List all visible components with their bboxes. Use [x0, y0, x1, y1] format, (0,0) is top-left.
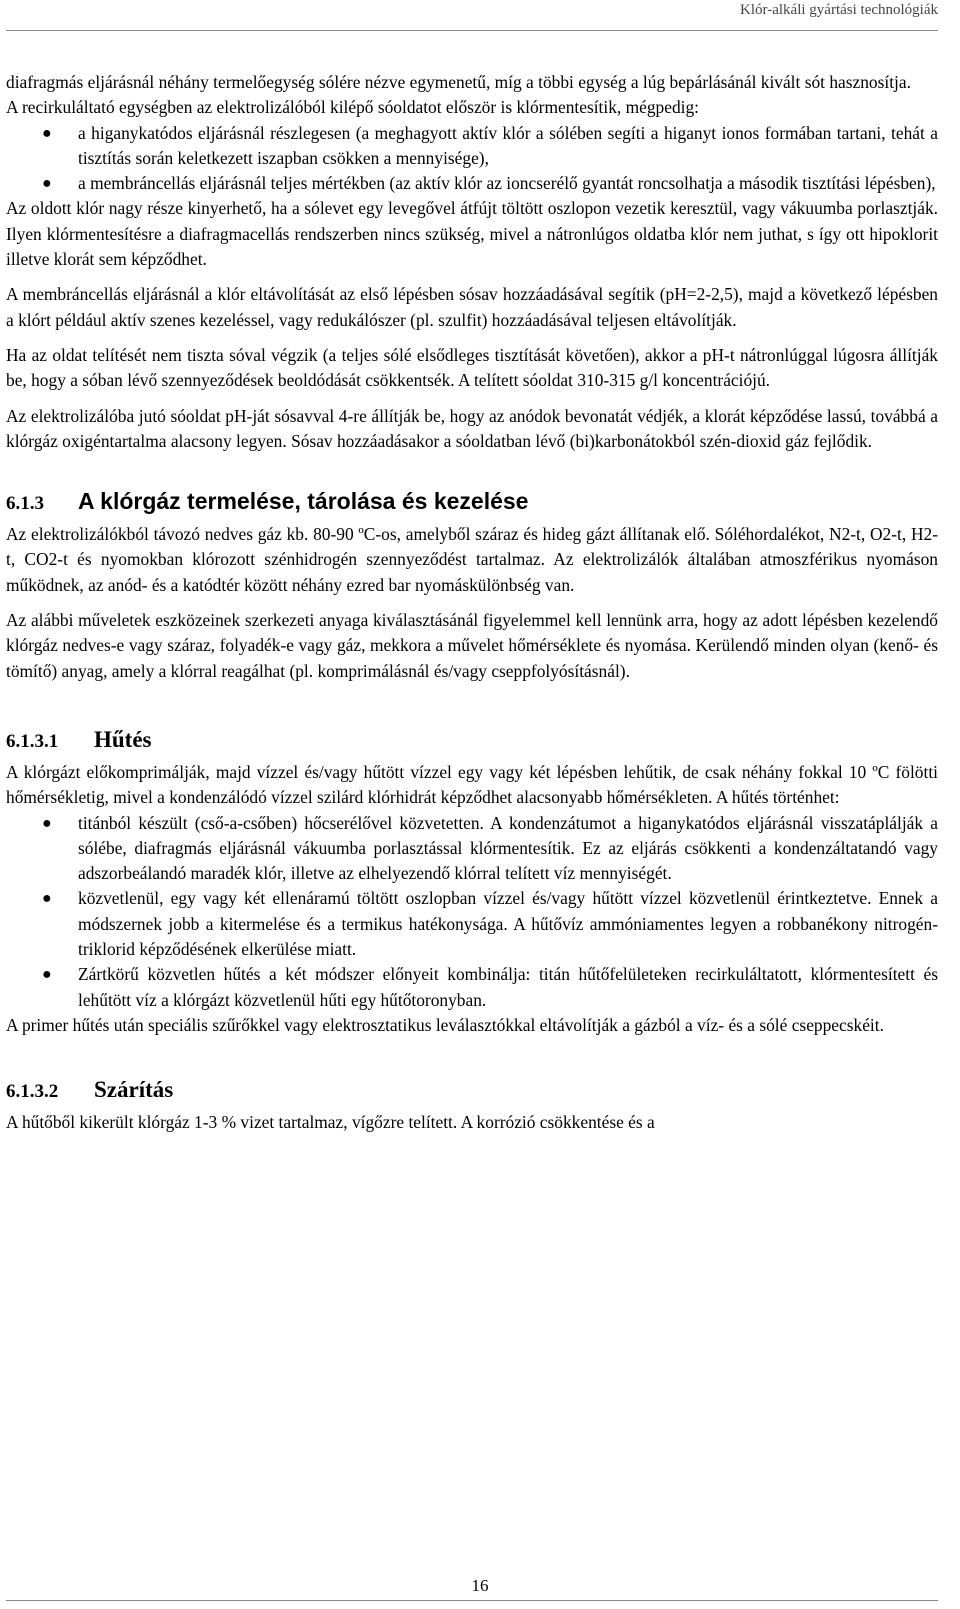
- bullet-icon: ●: [42, 124, 52, 142]
- list-item-text: a higanykatódos eljárásnál részlegesen (a meghagyott aktív klór a sólében segíti a higanyt ionos formában tartani, tehát a tisztítás során keletkezett iszapban csökken a mennyisége),: [78, 122, 938, 168]
- list-item: [6, 811, 938, 887]
- section-heading-6-1-3-2: [6, 1070, 938, 1110]
- section-title: Hűtés: [94, 726, 152, 752]
- section-number: 6.1.3.2: [6, 1081, 59, 1103]
- paragraph-wet-gas: Az elektrolizálókból távozó nedves gáz kb. 80-90 ºC-os, amelyből száraz és hideg gázt állítanak elő. Sóléhordalékot, N2-t, O2-t, H2-t, CO2-t és nyomokban klórozott szénhidrogén szennyeződést tartalmaz. Az elektrolizálók általában atmoszférikus nyomáson működnek, az anód- és a katódtér között néhány ezred bar nyomáskülönbség van.: [6, 524, 938, 595]
- paragraph-cooling: A klórgázt előkomprimálják, majd vízzel és/vagy hűtött vízzel egy vagy két lépésben lehűtik, de csak néhány fokkal 10 ºC fölötti hőmérsékletig, mivel a kondenzálódó vízzel szilárd klórhidrát képződhet alacsonyabb hőmérsékleten. A hűtés történhet:: [6, 761, 938, 808]
- header-rule: [6, 30, 938, 31]
- list-item: [6, 121, 938, 172]
- bullet-list-cooling: [6, 811, 938, 1013]
- list-item-text: titánból készült (cső-a-csőben) hőcserélővel közvetetten. A kondenzátumot a higanykatódos eljárásnál visszatáplálják a sólébe, diafragmás eljárásnál vákuumba porlasztással klórmentesítik. Ez az eljárás csökkenti a kondenzáltatandó vagy adszorbeálandó maradék klór, illetve az elhelyezendő klórral telített víz mennyiségét.: [78, 812, 938, 884]
- paragraph-ph: Az elektrolizálóba jutó sóoldat pH-ját sósavval 4-re állítják be, hogy az anódok bevonatát védjék, a klorát képződése lassú, továbbá a klórgáz oxigéntartalma alacsony legyen. Sósav hozzáadásakor a sóoldatban lévő (bi)karbonátokból szén-dioxid gáz fejlődik.: [6, 405, 938, 451]
- list-item: [6, 886, 938, 962]
- bullet-icon: ●: [42, 175, 52, 193]
- paragraph-dissolved-chlorine: Az oldott klór nagy része kinyerhető, ha a sólevet egy levegővel átfújt töltött oszlopon vezetik keresztül, vagy vákuumba porlasztják. Ilyen klórmentesítésre a diafragmacellás rendszerben nincs szükség, mivel a nátronlúgos oldatba klór nem juthat, s így ott hipoklorit illetve klorát sem képződhet.: [6, 198, 938, 270]
- paragraph-saturation: Ha az oldat telítését nem tiszta sóval végzik (a teljes sólé elsődleges tisztítását követően), akkor a pH-t nátronlúggal lúgosra állítják be, hogy a sóban lévő szennyeződések beoldódását csökkentsék. A telített sóoldat 310-315 g/l koncentrációjú.: [6, 344, 938, 391]
- list-item: [6, 962, 938, 1013]
- section-heading-6-1-3-1: [6, 720, 938, 760]
- list-item-text: a membráncellás eljárásnál teljes mértékben (az aktív klór az ioncserélő gyantát roncsolhatja a második tisztítási lépésben),: [78, 173, 936, 194]
- paragraph-membrane: A membráncellás eljárásnál a klór eltávolítását az első lépésben sósav hozzáadásával segítik (pH=2-2,5), majd a következő lépésben a klórt például aktív szenes kezeléssel, vagy redukálószer (pl. szulfit) hozzáadásával teljesen eltávolítják.: [6, 284, 938, 330]
- footer-rule: [6, 1600, 938, 1601]
- section-number: 6.1.3: [6, 493, 44, 515]
- paragraph-materials: Az alábbi műveletek eszközeinek szerkezeti anyaga kiválasztásánál figyelemmel kell lennünk arra, hogy az adott lépésben kezelendő klórgáz nedves-e vagy száraz, folyadék-e vagy gáz, mekkora a művelet hőmérséklete és nyomása. Kerülendő minden olyan (kenő- és tömítő) anyag, amely a klórral reagálhat (pl. komprimálásnál és/vagy cseppfolyósításnál).: [6, 610, 938, 681]
- section-title: A klórgáz termelése, tárolása és kezelése: [78, 488, 529, 515]
- section-heading-6-1-3: [6, 480, 938, 522]
- bullet-icon: ●: [42, 814, 52, 832]
- page-content: [6, 70, 938, 1136]
- list-item-text: közvetlenül, egy vagy két ellenáramú töltött oszlopban vízzel és/vagy hűtött vízzel közvetlenül érintkeztetve. Ennek a módszernek jobb a kitermelése és a termikus hatékonysága. A hűtővíz ammóniamentes legyen a robbanékony nitrogén-triklorid képződésének elkerülése miatt.: [78, 888, 938, 960]
- running-header-title: Klór-alkáli gyártási technológiák: [740, 2, 938, 18]
- bullet-icon: ●: [42, 890, 52, 908]
- section-number: 6.1.3.1: [6, 730, 59, 752]
- paragraph-recirculation: A recirkuláltató egységben az elektrolizálóból kilépő sóoldatot először is klórmentesítik, mégpedig:: [6, 97, 700, 118]
- bullet-icon: ●: [42, 966, 52, 984]
- paragraph-drying: A hűtőből kikerült klórgáz 1-3 % vizet tartalmaz, vígőzre telített. A korrózió csökkentése és a: [6, 1112, 655, 1133]
- paragraph-primary-cooling: A primer hűtés után speciális szűrőkkel vagy elektrosztatikus leválasztókkal eltávolítják a gázból a víz- és a sólé cseppecskéit.: [6, 1014, 884, 1035]
- paragraph-intro: diafragmás eljárásnál néhány termelőegység sólére nézve egymenetű, míg a többi egység a lúg bepárlásánál kivált sót hasznosítja.: [6, 72, 911, 92]
- list-item-text: Zártkörű közvetlen hűtés a két módszer előnyeit kombinálja: titán hűtőfelületeken recirkuláltatott, klórmentesített és lehűtött víz a klórgázt közvetlenül hűti egy hűtőtoronyban.: [78, 964, 938, 1010]
- list-item: [6, 171, 938, 196]
- page-number: 16: [471, 1576, 489, 1595]
- bullet-list-dechlorination: [6, 121, 938, 197]
- section-title: Szárítás: [94, 1077, 174, 1103]
